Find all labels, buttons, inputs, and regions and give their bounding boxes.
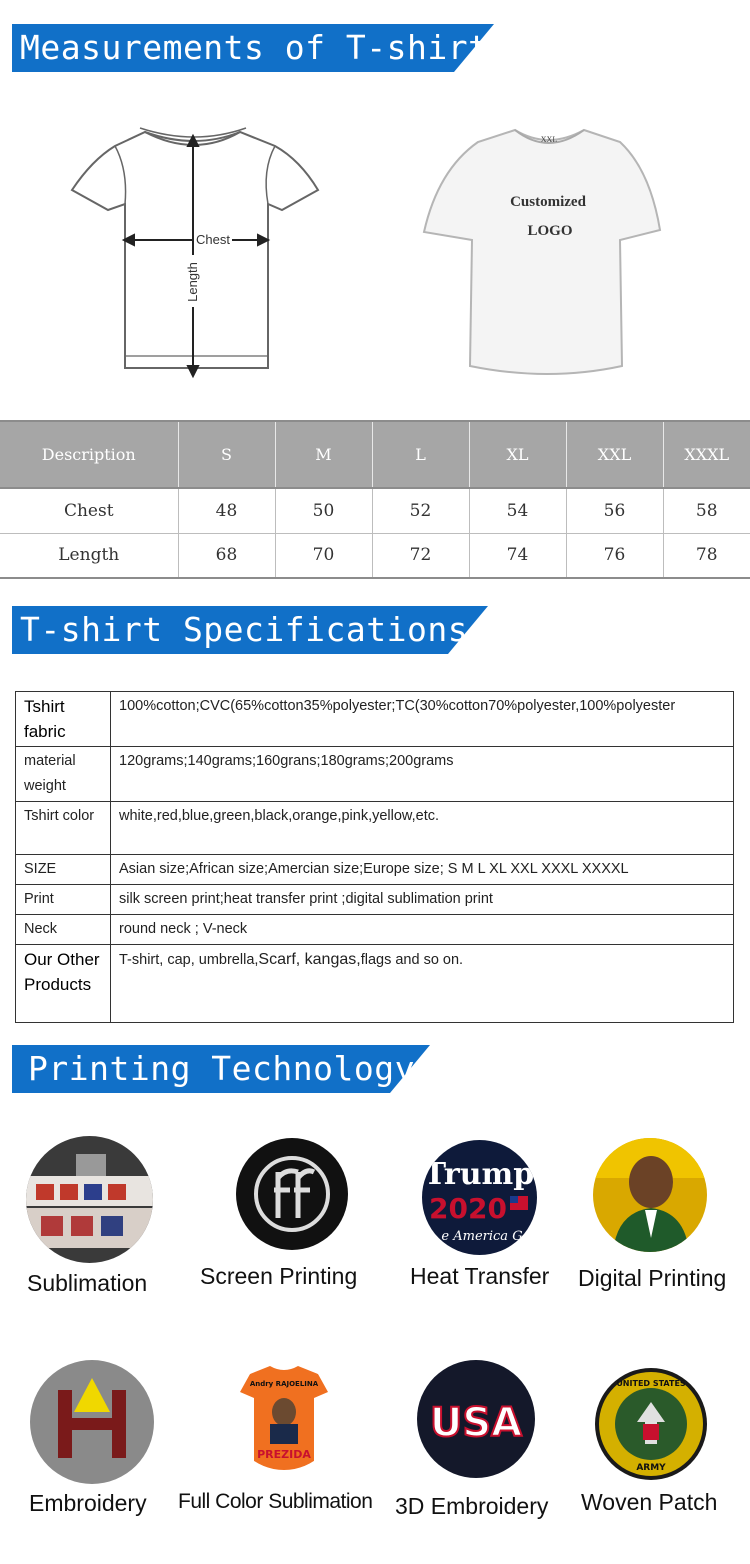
cell: 74	[469, 533, 566, 578]
cell: 58	[663, 488, 750, 533]
cell: 78	[663, 533, 750, 578]
row-label: Length	[0, 533, 178, 578]
full-color-sublimation-image	[230, 1362, 338, 1470]
spec-value: 120grams;140grams;160grans;180grams;200grams	[111, 747, 734, 802]
length-label: Length	[185, 262, 200, 302]
table-row	[16, 945, 734, 1023]
table-row	[0, 533, 750, 578]
cell: 56	[566, 488, 663, 533]
chest-label: Chest	[196, 232, 230, 247]
spec-value-part: flags and so on.	[360, 952, 464, 968]
cell: 54	[469, 488, 566, 533]
measurements-banner	[12, 24, 492, 72]
cell: 48	[178, 488, 275, 533]
spec-label: SIZE	[16, 855, 111, 885]
heat-transfer-img-text1: Trump	[423, 1157, 535, 1192]
tech-heat-transfer	[400, 1130, 580, 1310]
spec-value: 100%cotton;CVC(65%cotton35%polyester;TC(30%cotton70%polyester,100%polyester	[111, 692, 734, 747]
tech-sublimation	[0, 1130, 190, 1310]
table-row	[16, 747, 734, 802]
spec-value: white,red,blue,green,black,orange,pink,yellow,etc.	[111, 802, 734, 855]
tech-label: Embroidery	[29, 1490, 147, 1516]
tech-digital-printing	[575, 1130, 750, 1310]
size-table-header	[0, 421, 750, 488]
woven-patch-img-text1: UNITED STATES	[616, 1379, 686, 1388]
cell: 52	[372, 488, 469, 533]
row-label: Chest	[0, 488, 178, 533]
size-table	[0, 420, 750, 579]
tech-label: Sublimation	[27, 1270, 148, 1296]
sublimation-image	[26, 1136, 153, 1263]
spec-value: Asian size;African size;Amercian size;Europe size; S M L XL XXL XXXL XXXXL	[111, 855, 734, 885]
tech-woven-patch	[575, 1360, 750, 1530]
table-row	[16, 855, 734, 885]
header-size: XL	[469, 421, 566, 488]
spec-label: Tshirt fabric	[16, 692, 111, 747]
printing-banner	[12, 1045, 430, 1093]
3d-embroidery-image	[417, 1360, 535, 1478]
tech-label: Woven Patch	[581, 1489, 718, 1515]
cell: 72	[372, 533, 469, 578]
tech-screen-printing	[190, 1130, 390, 1310]
tech-label: Screen Printing	[200, 1263, 358, 1289]
spec-label: Print	[16, 885, 111, 915]
spec-value: silk screen print;heat transfer print ;digital sublimation print	[111, 885, 734, 915]
tag-label: XXL	[540, 135, 558, 144]
customized-tshirt-image	[424, 130, 660, 374]
specs-banner	[12, 606, 488, 654]
table-row	[16, 692, 734, 747]
tech-label: 3D Embroidery	[395, 1493, 549, 1519]
cell: 68	[178, 533, 275, 578]
screen-printing-image	[236, 1138, 348, 1250]
spec-label: Tshirt color	[16, 802, 111, 855]
spec-label: material weight	[16, 747, 111, 802]
heat-transfer-image	[422, 1140, 537, 1255]
spec-value: round neck ; V-neck	[111, 915, 734, 945]
specs-title: T-shirt Specifications	[20, 610, 469, 649]
tech-label: Full Color Sublimation	[178, 1490, 373, 1513]
logo-line1: Customized	[510, 194, 586, 210]
woven-patch-img-text2: ARMY	[636, 1463, 666, 1473]
heat-transfer-img-text3: e America G	[441, 1229, 523, 1244]
spec-table	[15, 691, 734, 1023]
digital-printing-image	[593, 1138, 707, 1252]
sublimation-img-text2: PREZIDA	[257, 1448, 311, 1461]
tech-3d-embroidery	[395, 1360, 580, 1530]
table-row	[0, 488, 750, 533]
tech-full-color-sublimation	[170, 1360, 395, 1530]
logo-line2: LOGO	[527, 223, 573, 239]
woven-patch-image	[593, 1366, 709, 1482]
embroidery-image	[30, 1360, 154, 1484]
sublimation-img-text1: Andry RAJOELINA	[249, 1380, 319, 1388]
spec-value-part: T-shirt, cap, umbrella,	[119, 952, 259, 968]
cell: 50	[275, 488, 372, 533]
header-size: XXL	[566, 421, 663, 488]
heat-transfer-img-text2: 2020	[429, 1192, 507, 1225]
spec-value-part: Scarf, kangas,	[258, 951, 361, 968]
cell: 70	[275, 533, 372, 578]
header-size: L	[372, 421, 469, 488]
spec-label: Our Other Products	[16, 945, 111, 1023]
header-description: Description	[0, 421, 178, 488]
table-row	[16, 885, 734, 915]
cell: 76	[566, 533, 663, 578]
tshirt-diagrams	[0, 110, 750, 400]
3d-embroidery-img-text1: USA	[429, 1400, 523, 1446]
header-size: XXXL	[663, 421, 750, 488]
spec-value	[111, 945, 734, 1023]
printing-title: Printing Technology	[28, 1049, 415, 1088]
table-row	[16, 802, 734, 855]
tech-label: Digital Printing	[578, 1265, 727, 1291]
spec-label: Neck	[16, 915, 111, 945]
header-size: M	[275, 421, 372, 488]
header-size: S	[178, 421, 275, 488]
tech-label: Heat Transfer	[410, 1263, 550, 1289]
table-row	[16, 915, 734, 945]
measurements-title: Measurements of T-shirt	[20, 28, 489, 67]
tech-embroidery	[0, 1360, 190, 1530]
